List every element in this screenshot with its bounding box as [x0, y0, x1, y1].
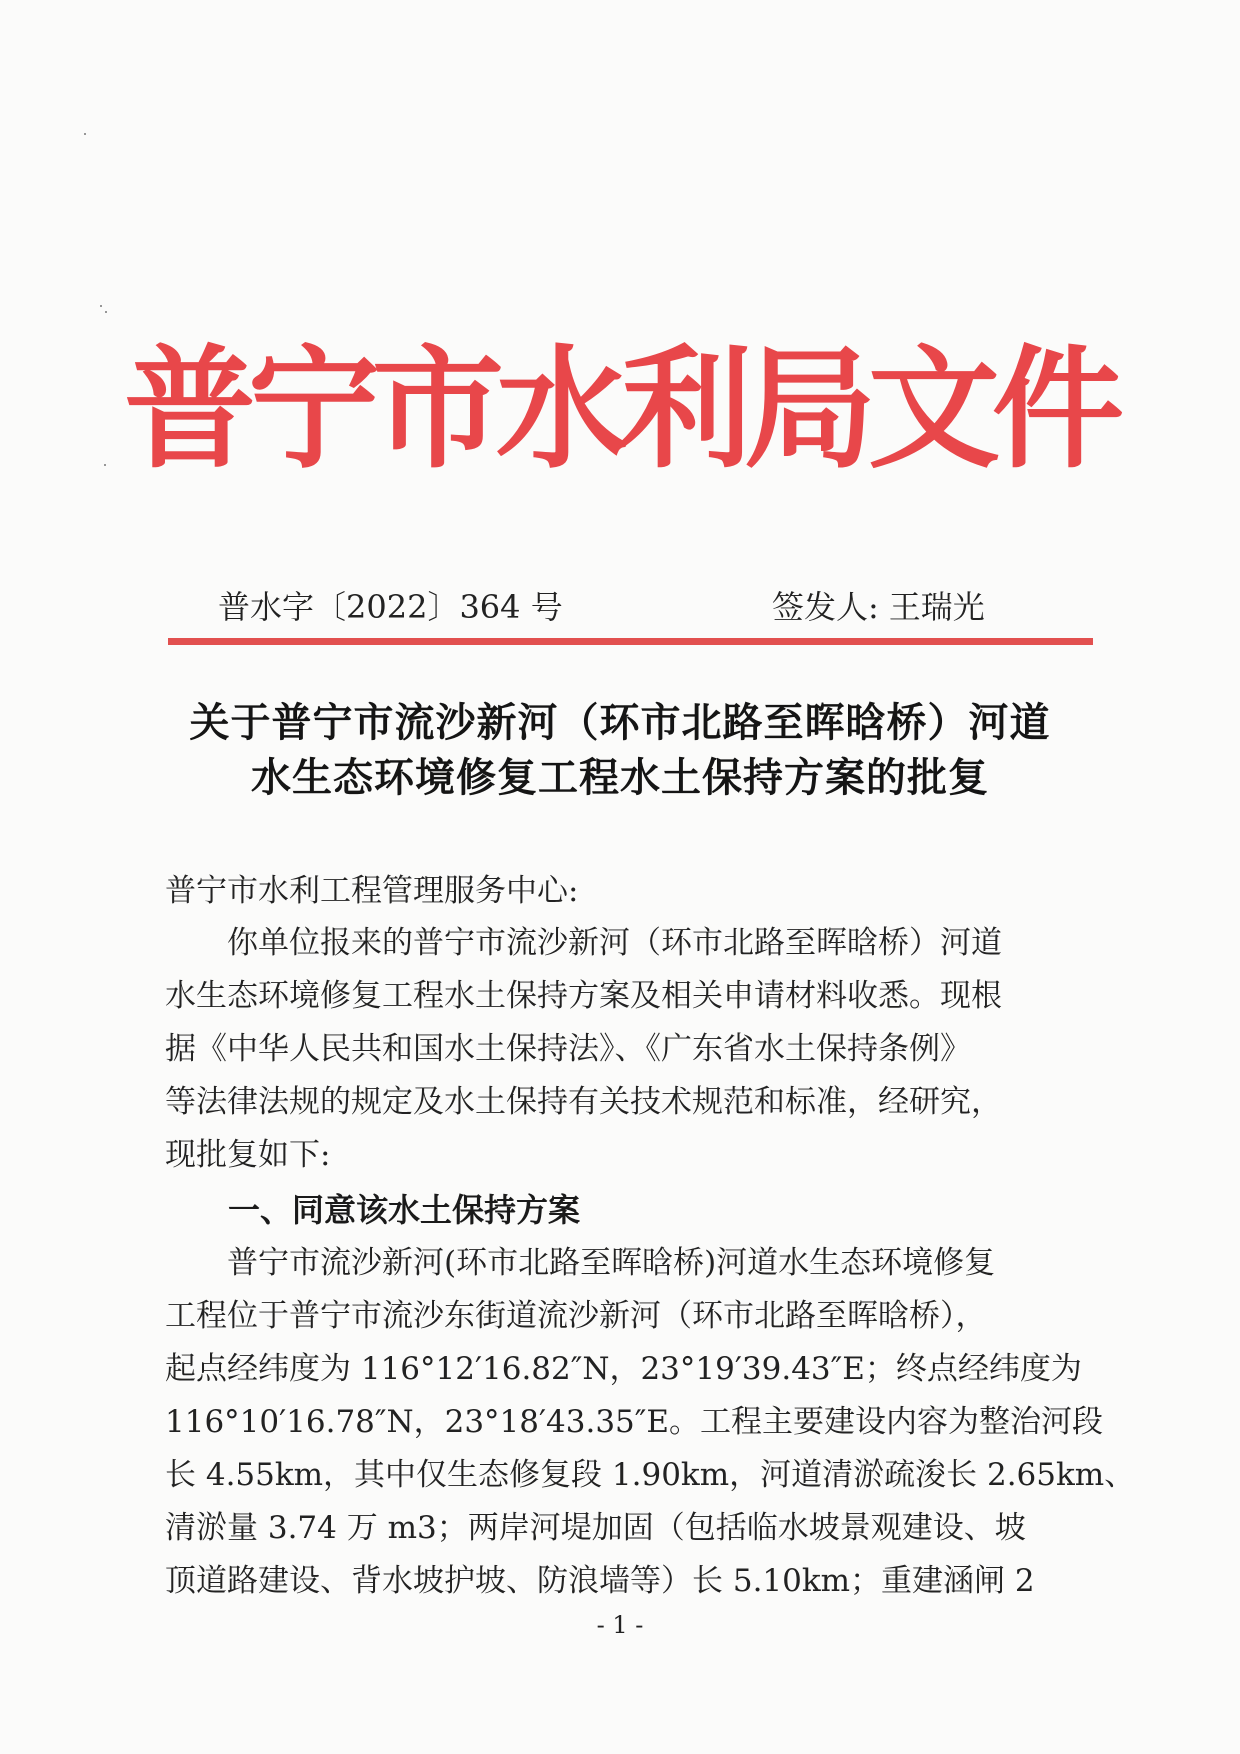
document-number: 普水字〔2022〕364 号	[218, 588, 563, 626]
document-title-line-2: 水生态环境修复工程水土保持方案的批复	[251, 755, 989, 801]
signer-name: 王瑞光	[888, 588, 985, 626]
body-text-line: 116°10′16.78″N，23°18′43.35″E。工程主要建设内容为整治河段	[165, 1404, 1103, 1440]
body-text-line: 普宁市流沙新河(环市北路至晖晗桥)河道水生态环境修复	[165, 1245, 996, 1281]
body-text-line: 等法律法规的规定及水土保持有关技术规范和标准，经研究，	[165, 1084, 1002, 1120]
body-text-line: 据《中华人民共和国水土保持法》、《广东省水土保持条例》	[165, 1031, 971, 1067]
body-text-line: 你单位报来的普宁市流沙新河（环市北路至晖晗桥）河道	[165, 925, 1002, 961]
body-text-line: 长 4.55km，其中仅生态修复段 1.90km，河道清淤疏浚长 2.65km、	[165, 1457, 1136, 1493]
red-separator-rule	[168, 638, 1093, 645]
signer-label: 签发人:	[772, 588, 879, 626]
addressee: 普宁市水利工程管理服务中心:	[165, 873, 579, 909]
signer	[772, 585, 985, 629]
body-text-line: 顶道路建设、背水坡护坡、防浪墙等）长 5.10km；重建涵闸 2	[165, 1563, 1035, 1599]
scan-speck	[100, 305, 102, 307]
scan-speck	[84, 133, 86, 135]
body-text-line: 清淤量 3.74 万 m3；两岸河堤加固（包括临水坡景观建设、坡	[165, 1510, 1026, 1546]
document-title-line-1: 关于普宁市流沙新河（环市北路至晖晗桥）河道	[189, 700, 1051, 746]
page-number: - 1 -	[596, 1611, 644, 1639]
scan-speck	[105, 311, 107, 313]
body-text-line: 工程位于普宁市流沙东街道流沙新河（环市北路至晖晗桥），	[165, 1298, 987, 1334]
body-text-line: 现批复如下:	[165, 1137, 331, 1173]
body-text-line: 水生态环境修复工程水土保持方案及相关申请材料收悉。现根	[165, 978, 1002, 1014]
section-heading: 一、同意该水土保持方案	[228, 1191, 581, 1229]
document-masthead: 普宁市水利局文件	[124, 333, 1116, 487]
body-text-line: 起点经纬度为 116°12′16.82″N，23°19′39.43″E；终点经纬度为	[165, 1351, 1082, 1387]
